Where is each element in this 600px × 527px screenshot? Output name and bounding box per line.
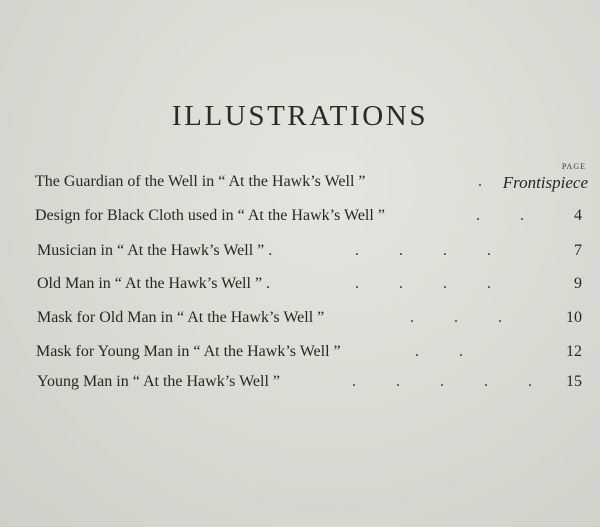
entry-leaders: . . . (410, 309, 502, 326)
entry-page: 9 (574, 275, 582, 292)
entry-leaders: . . . . . (352, 373, 532, 390)
entry-page: 4 (574, 207, 582, 224)
entry-caption: Old Man in “ At the Hawk’s Well ” . (37, 275, 271, 292)
entry-caption: Mask for Old Man in “ At the Hawk’s Well ” (37, 309, 325, 326)
entry-page: 12 (566, 343, 582, 360)
list-item (0, 373, 600, 403)
entry-page: 15 (566, 373, 582, 390)
entry-leaders: . . . . (355, 242, 491, 259)
list-item (0, 343, 600, 373)
list-item (0, 173, 600, 203)
list-item (0, 242, 600, 272)
list-item (0, 309, 600, 339)
list-item (0, 275, 600, 305)
page-title: ILLUSTRATIONS (171, 100, 429, 132)
entry-caption: Design for Black Cloth used in “ At the Hawk’s Well ” (35, 207, 385, 224)
entry-page: 7 (574, 242, 582, 259)
entry-caption: Musician in “ At the Hawk’s Well ” . (37, 242, 273, 259)
list-item (0, 207, 600, 237)
entry-caption: The Guardian of the Well in “ At the Hawk’s Well ” (35, 173, 366, 190)
entry-page: 10 (566, 309, 582, 326)
entry-leaders: . (478, 173, 482, 190)
entry-leaders: . . (476, 207, 524, 224)
page-column-label: PAGE (561, 162, 586, 171)
entry-page: Frontispiece (502, 173, 588, 192)
entry-leaders: . . . . (355, 275, 491, 292)
entry-caption: Mask for Young Man in “ At the Hawk’s Well ” (36, 343, 341, 360)
entry-leaders: . . (415, 343, 463, 360)
entry-caption: Young Man in “ At the Hawk’s Well ” (37, 373, 280, 390)
